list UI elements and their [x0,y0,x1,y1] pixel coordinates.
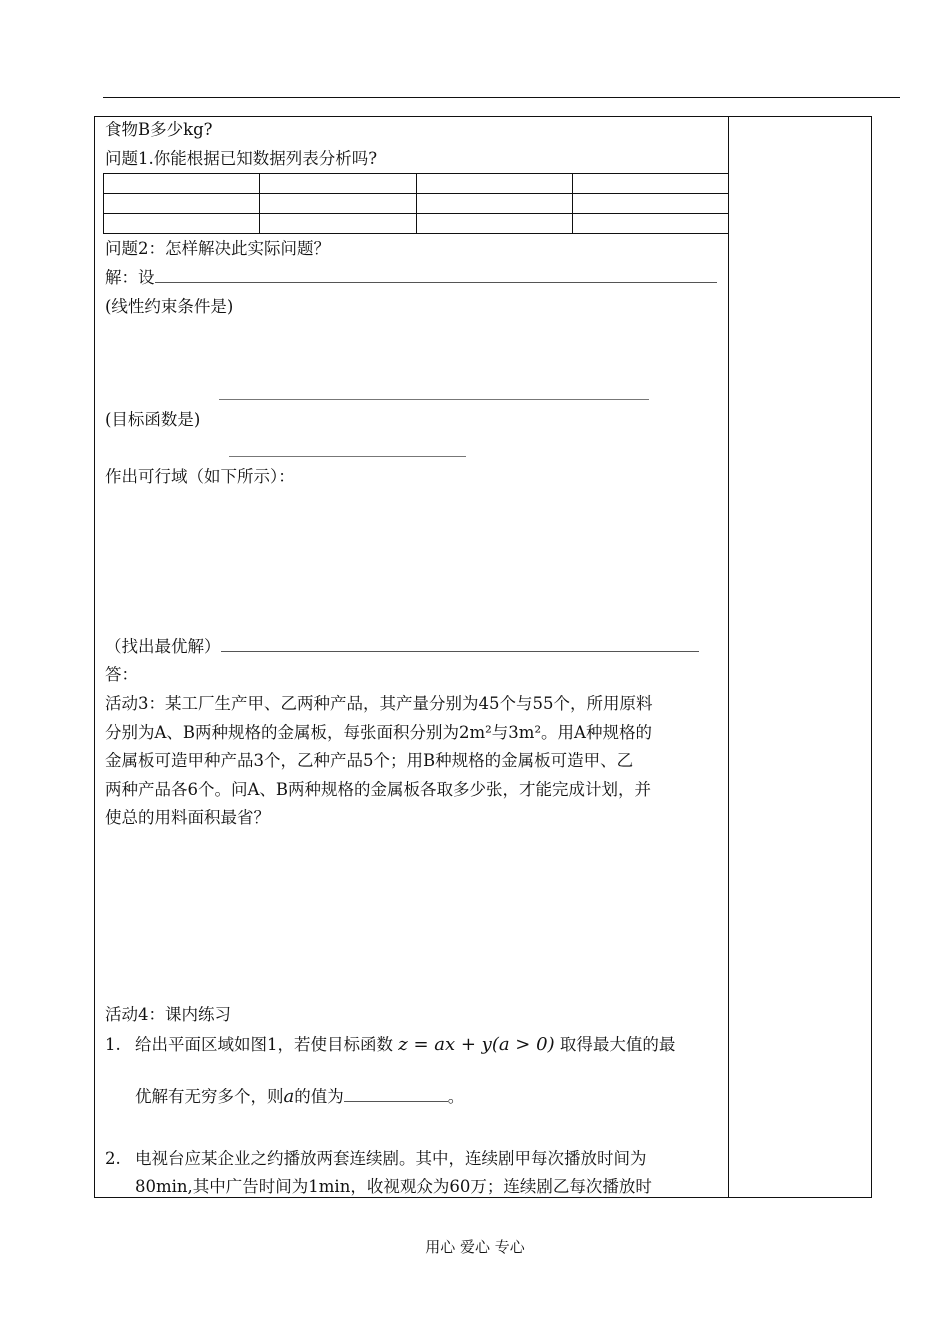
constraint-label: (线性约束条件是) [105,297,234,316]
table-cell [260,194,416,214]
blank-objective[interactable] [229,456,466,457]
blank-optimal[interactable] [221,636,699,652]
table-cell [260,214,416,234]
optimal-solution-line [105,636,699,658]
feasible-region-label: 作出可行域（如下所示）： [105,467,295,486]
exercise-1-line-1 [105,1034,675,1056]
solution-let-label: 解：设 [105,268,155,287]
exercise-1-text-e: 。 [447,1087,465,1106]
table-row [104,174,729,194]
exercise-2-text-a: 电视台应某企业之约播放两套连续剧。其中，连续剧甲每次播放时间为 [135,1149,647,1168]
exercise-1-text-a: 给出平面区域如图1，若使目标函数 [135,1035,393,1054]
exercise-1-text-c: 优解有无穷多个，则 [135,1087,284,1106]
solution-let [105,267,717,289]
exercise-2-line-2: 80min,其中广告时间为1min，收视观众为60万；连续剧乙每次播放时 [135,1177,652,1196]
question-1: 问题1.你能根据已知数据列表分析吗? [105,149,378,168]
table-row [104,194,729,214]
table-cell [416,174,572,194]
blank-let[interactable] [155,267,717,283]
exercise-2-line-1 [105,1148,647,1170]
activity-3-line-5: 使总的用料面积最省？ [105,808,270,827]
page-footer: 用心 爱心 专心 [425,1238,525,1256]
table-cell [260,174,416,194]
variable-a: a [283,1086,295,1107]
blank-constraints[interactable] [219,399,649,400]
table-cell [104,174,260,194]
answer-label: 答： [105,665,138,684]
text-line-food-b: 食物B多少kg? [105,120,213,139]
column-divider [728,116,729,1198]
data-table [103,173,729,234]
table-cell [572,214,728,234]
table-cell [416,214,572,234]
objective-function-formula: z = ax + y(a > 0) [398,1034,555,1055]
activity-3-line-4: 两种产品各6个。问A、B两种规格的金属板各取多少张，才能完成计划，并 [105,780,652,799]
optimal-solution-label: （找出最优解） [105,637,221,656]
activity-3-line-3: 金属板可造甲种产品3个，乙种产品5个；用B种规格的金属板可造甲、乙 [105,751,634,770]
activity-3-line-2: 分别为A、B两种规格的金属板，每张面积分别为2m²与3m²。用A种规格的 [105,723,652,742]
header-rule [103,97,900,98]
exercise-2-number: 2. [105,1149,121,1168]
activity-3-line-1: 活动3：某工厂生产甲、乙两种产品，其产量分别为45个与55个，所用原料 [105,694,653,713]
question-2: 问题2：怎样解决此实际问题？ [105,239,330,258]
table-row [104,214,729,234]
objective-label: (目标函数是) [105,410,201,429]
table-cell [572,174,728,194]
exercise-1-text-d: 的值为 [294,1087,344,1106]
table-cell [104,194,260,214]
activity-4-heading: 活动4：课内练习 [105,1005,231,1024]
table-cell [416,194,572,214]
exercise-1-line-2 [135,1086,464,1108]
exercise-1-number: 1. [105,1035,121,1054]
table-cell [572,194,728,214]
blank-a-value[interactable] [344,1086,448,1102]
table-cell [104,214,260,234]
exercise-1-text-b: 取得最大值的最 [559,1035,676,1054]
